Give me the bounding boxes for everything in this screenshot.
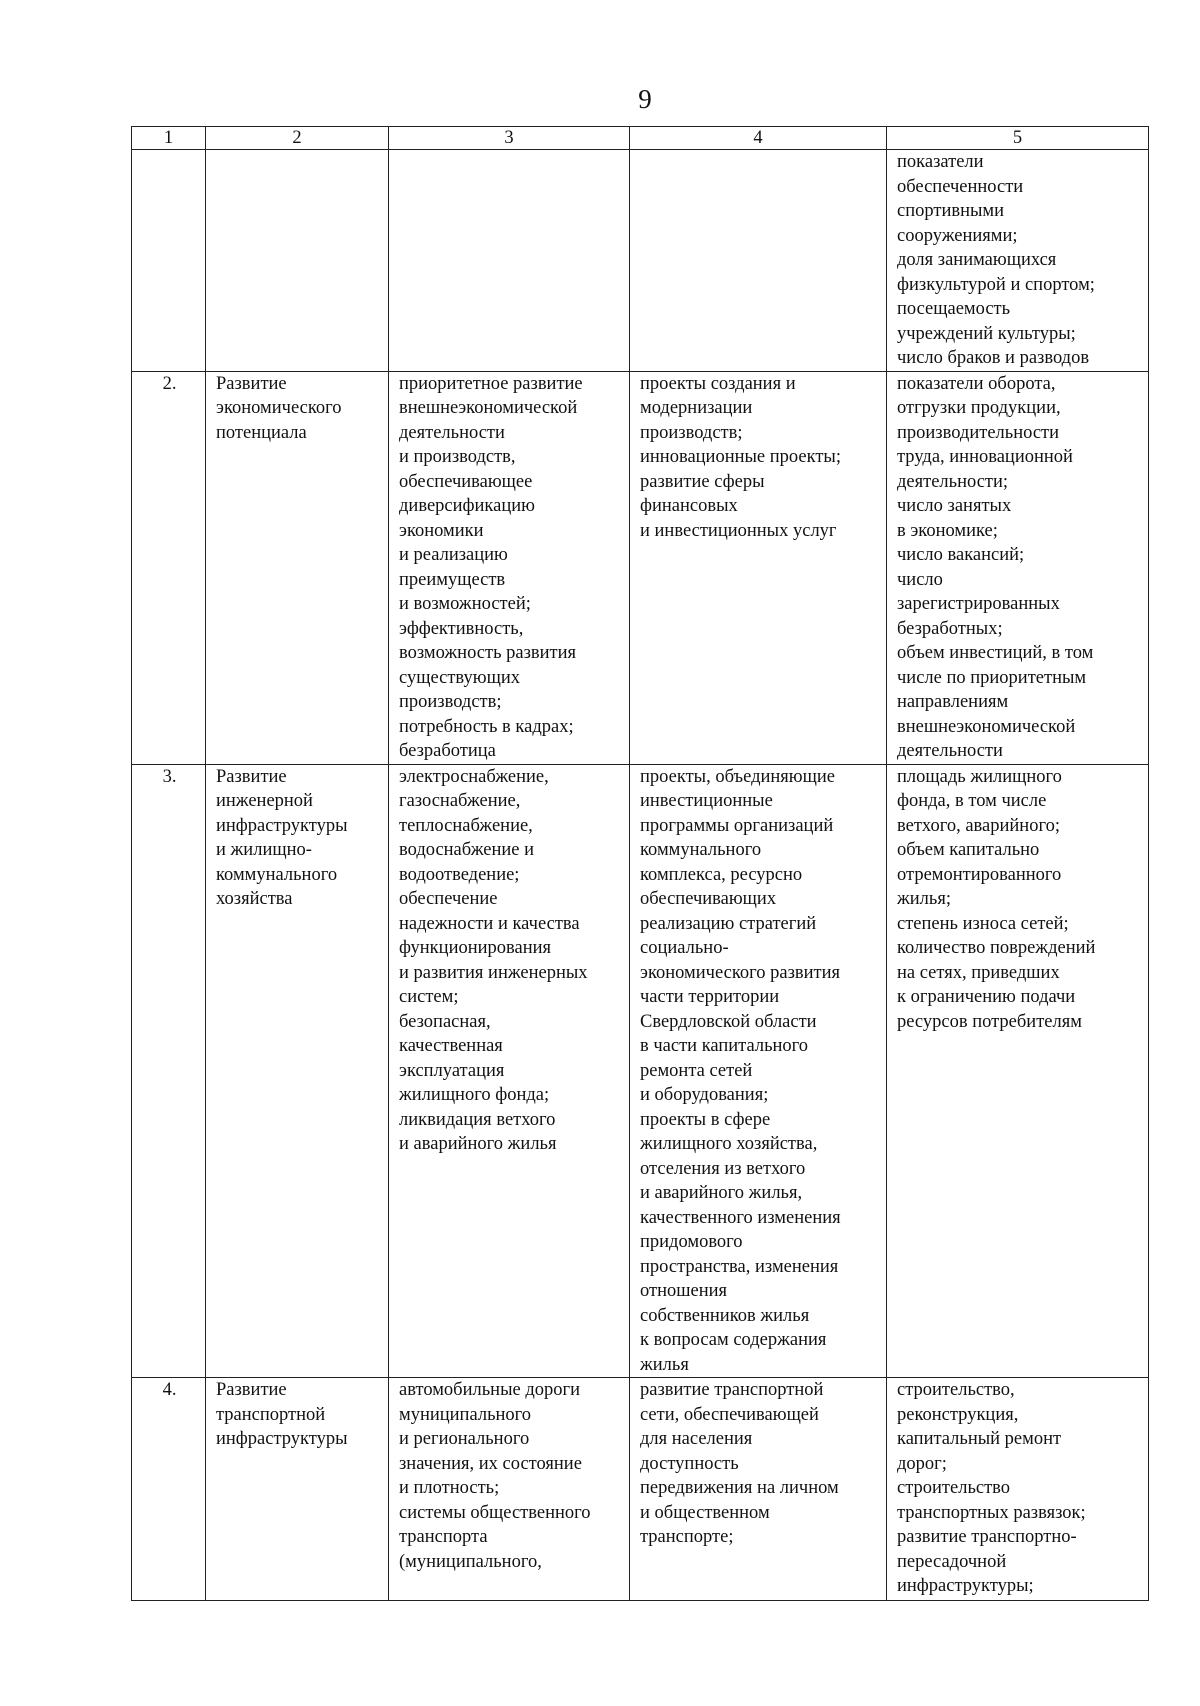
cell-text-line: проекты создания и (640, 373, 796, 394)
cell-text-line: реализацию стратегий (640, 913, 817, 934)
cell-text-line: развитие транспортно- (897, 1527, 1077, 1547)
cell-text-line: электроснабжение, (399, 766, 549, 787)
cell-text-line: (муниципального, (399, 1551, 542, 1572)
table-row (132, 371, 1149, 764)
cell-text-line: модернизации (640, 398, 753, 418)
section-title-cell (206, 371, 389, 764)
indicators-cell (887, 764, 1149, 1378)
cell-text-line: и инвестиционных услуг (640, 520, 837, 541)
cell-text-line: качественная (399, 1036, 503, 1056)
cell-text-line: качественного изменения (640, 1207, 841, 1228)
section-title-cell (206, 1378, 389, 1601)
cell-text-line: собственников жилья (640, 1305, 810, 1326)
data-table (131, 126, 1149, 1601)
cell-text-line: газоснабжение, (399, 791, 521, 811)
cell-text-line: социально- (640, 938, 729, 958)
cell-text-line: деятельности (399, 422, 505, 443)
cell-text-line: транспортной (216, 1404, 326, 1425)
cell-text-line: производств; (399, 692, 502, 712)
cell-text-line: деятельности; (897, 471, 1009, 492)
cell-text-line: числе по приоритетным (897, 667, 1087, 688)
cell-text-line: число (897, 569, 943, 590)
indicators-cell (887, 371, 1149, 764)
cell-text-line: показатели оборота, (897, 373, 1056, 394)
section-title-cell (206, 150, 389, 372)
cell-text-line: и возможностей; (399, 594, 531, 614)
cell-text-line: возможность развития (399, 643, 577, 663)
cell-text-line: финансовых (640, 496, 738, 516)
cell-text-line: части территории (640, 987, 780, 1007)
cell-text-line: сооружениями; (897, 225, 1018, 246)
cell-text-line: транспорте; (640, 1527, 734, 1547)
cell-text-line: значения, их состояние (399, 1453, 582, 1474)
cell-text-line: инфраструктуры (216, 815, 348, 836)
cell-text-line: и регионального (399, 1429, 530, 1449)
cell-text-line: проекты в сфере (640, 1109, 771, 1130)
projects-cell (630, 1378, 887, 1601)
cell-text-line: направлениям (897, 692, 1009, 712)
cell-text-line: показатели (897, 152, 984, 172)
header-cell-4: 4 (630, 127, 887, 150)
cell-text-line: внешнеэкономической (897, 716, 1076, 737)
cell-text-line: инновационные проекты; (640, 447, 842, 467)
cell-text-line: отношения (640, 1281, 728, 1301)
cell-text-line: объем инвестиций, в том (897, 643, 1094, 663)
cell-text-line: ресурсов потребителям (897, 1011, 1082, 1032)
factors-cell (389, 150, 630, 372)
cell-text-line: для населения (640, 1429, 753, 1449)
factors-cell (389, 764, 630, 1378)
table-row (132, 764, 1149, 1378)
row-number-cell: 4. (132, 1378, 206, 1601)
cell-text-line: обеспечивающих (640, 889, 777, 909)
cell-text-line: инвестиционные (640, 791, 773, 811)
cell-text-line: и развития инженерных (399, 962, 588, 983)
cell-text-line: учреждений культуры; (897, 323, 1076, 344)
cell-text-line: жилья; (897, 889, 952, 909)
cell-text-line: транспорта (399, 1527, 488, 1547)
indicators-cell (887, 1378, 1149, 1601)
cell-text-line: число вакансий; (897, 545, 1025, 565)
cell-text-line: число занятых (897, 496, 1012, 516)
cell-text-line: труда, инновационной (897, 447, 1073, 467)
cell-text-line: и общественном (640, 1502, 770, 1523)
row-number-cell: 2. (132, 371, 206, 764)
cell-text-line: производительности (897, 422, 1060, 443)
page-number: 9 (638, 84, 652, 114)
cell-text-line: диверсификацию (399, 496, 535, 516)
cell-text-line: капитальный ремонт (897, 1429, 1062, 1449)
section-title-cell (206, 764, 389, 1378)
cell-text-line: к вопросам содержания (640, 1330, 827, 1350)
cell-text-line: Развитие (216, 766, 287, 787)
cell-text-line: безработных; (897, 618, 1003, 639)
cell-text-line: передвижения на личном (640, 1478, 839, 1498)
cell-text-line: физкультурой и спортом; (897, 274, 1095, 295)
cell-text-line: отгрузки продукции, (897, 398, 1061, 418)
cell-text-line: спортивными (897, 201, 1005, 221)
cell-text-line: в части капитального (640, 1036, 809, 1056)
cell-text-line: жилищного хозяйства, (640, 1134, 818, 1154)
factors-cell (389, 371, 630, 764)
cell-text-line: программы организаций (640, 815, 834, 836)
header-cell-3: 3 (389, 127, 630, 150)
projects-cell (630, 764, 887, 1378)
cell-text-line: дорог; (897, 1453, 947, 1474)
cell-text-line: систем; (399, 987, 459, 1007)
cell-text-line: коммунального (640, 840, 762, 860)
cell-text-line: деятельности (897, 741, 1003, 761)
cell-text-line: сети, обеспечивающей (640, 1404, 819, 1425)
cell-text-line: существующих (399, 667, 520, 688)
cell-text-line: и плотность; (399, 1478, 500, 1498)
cell-text-line: обеспеченности (897, 176, 1024, 197)
cell-text-line: реконструкция, (897, 1404, 1019, 1425)
cell-text-line: экономики (399, 520, 484, 541)
cell-text-line: приоритетное развитие (399, 373, 583, 394)
cell-text-line: пространства, изменения (640, 1256, 839, 1277)
cell-text-line: муниципального (399, 1404, 532, 1425)
cell-text-line: коммунального (216, 864, 338, 885)
cell-text-line: производств; (640, 422, 743, 443)
cell-text-line: жилищного фонда; (399, 1085, 550, 1105)
table-row (132, 1378, 1149, 1601)
cell-text-line: Развитие (216, 373, 287, 394)
cell-text-line: доступность (640, 1453, 739, 1474)
cell-text-line: придомового (640, 1232, 743, 1252)
cell-text-line: доля занимающихся (897, 250, 1057, 270)
cell-text-line: на сетях, приведших (897, 962, 1060, 983)
cell-text-line: экономического развития (640, 962, 841, 983)
header-row (132, 127, 1149, 150)
cell-text-line: в экономике; (897, 520, 998, 541)
cell-text-line: безопасная, (399, 1011, 491, 1032)
projects-cell (630, 371, 887, 764)
cell-text-line: системы общественного (399, 1502, 591, 1523)
cell-text-line: преимуществ (399, 569, 506, 590)
cell-text-line: зарегистрированных (897, 594, 1060, 614)
indicators-cell (887, 150, 1149, 372)
table-body (132, 150, 1149, 1601)
cell-text-line: надежности и качества (399, 913, 580, 934)
cell-text-line: эксплуатация (399, 1060, 505, 1081)
cell-text-line: и оборудования; (640, 1085, 769, 1105)
cell-text-line: автомобильные дороги (399, 1380, 580, 1400)
cell-text-line: фонда, в том числе (897, 791, 1047, 811)
cell-text-line: хозяйства (216, 889, 293, 909)
cell-text-line: площадь жилищного (897, 766, 1062, 787)
cell-text-line: Свердловской области (640, 1011, 817, 1032)
cell-text-line: экономического (216, 398, 342, 418)
cell-text-line: водоснабжение и (399, 840, 535, 860)
cell-text-line: степень износа сетей; (897, 913, 1069, 934)
cell-text-line: водоотведение; (399, 864, 520, 885)
factors-cell (389, 1378, 630, 1601)
cell-text-line: жилья (640, 1354, 689, 1375)
row-number-cell: 3. (132, 764, 206, 1378)
cell-text-line: функционирования (399, 938, 552, 958)
cell-text-line: развитие транспортной (640, 1380, 824, 1400)
header-cell-5: 5 (887, 127, 1149, 150)
cell-text-line: транспортных развязок; (897, 1502, 1086, 1523)
cell-text-line: к ограничению подачи (897, 987, 1076, 1007)
cell-text-line: и аварийного жилья, (640, 1183, 803, 1203)
cell-text-line: внешнеэкономической (399, 398, 578, 418)
cell-text-line: количество повреждений (897, 938, 1096, 958)
cell-text-line: и реализацию (399, 545, 508, 565)
cell-text-line: обеспечивающее (399, 471, 533, 492)
cell-text-line: ветхого, аварийного; (897, 815, 1060, 836)
header-cell-1: 1 (132, 127, 206, 150)
cell-text-line: посещаемость (897, 299, 1011, 319)
cell-text-line: инфраструктуры; (897, 1576, 1034, 1596)
cell-text-line: строительство (897, 1478, 1011, 1498)
cell-text-line: потенциала (216, 422, 307, 443)
cell-text-line: и жилищно- (216, 840, 312, 860)
cell-text-line: Развитие (216, 1380, 287, 1400)
cell-text-line: комплекса, ресурсно (640, 864, 803, 885)
header-cell-2: 2 (206, 127, 389, 150)
cell-text-line: отремонтированного (897, 864, 1062, 885)
cell-text-line: проекты, объединяющие (640, 766, 835, 787)
cell-text-line: и производств, (399, 447, 516, 467)
cell-text-line: число браков и разводов (897, 348, 1090, 368)
cell-text-line: эффективность, (399, 618, 524, 639)
cell-text-line: и аварийного жилья (399, 1134, 557, 1154)
projects-cell (630, 150, 887, 372)
cell-text-line: инфраструктуры (216, 1429, 348, 1449)
cell-text-line: потребность в кадрах; (399, 716, 574, 737)
cell-text-line: безработица (399, 741, 496, 761)
row-number-cell (132, 150, 206, 372)
table-row (132, 150, 1149, 372)
cell-text-line: обеспечение (399, 889, 498, 909)
cell-text-line: инженерной (216, 791, 313, 811)
cell-text-line: ремонта сетей (640, 1060, 753, 1081)
cell-text-line: объем капитально (897, 840, 1040, 860)
cell-text-line: отселения из ветхого (640, 1158, 806, 1179)
cell-text-line: ликвидация ветхого (399, 1109, 556, 1130)
cell-text-line: строительство, (897, 1380, 1015, 1400)
cell-text-line: пересадочной (897, 1551, 1007, 1572)
cell-text-line: развитие сферы (640, 471, 765, 492)
cell-text-line: теплоснабжение, (399, 815, 533, 836)
